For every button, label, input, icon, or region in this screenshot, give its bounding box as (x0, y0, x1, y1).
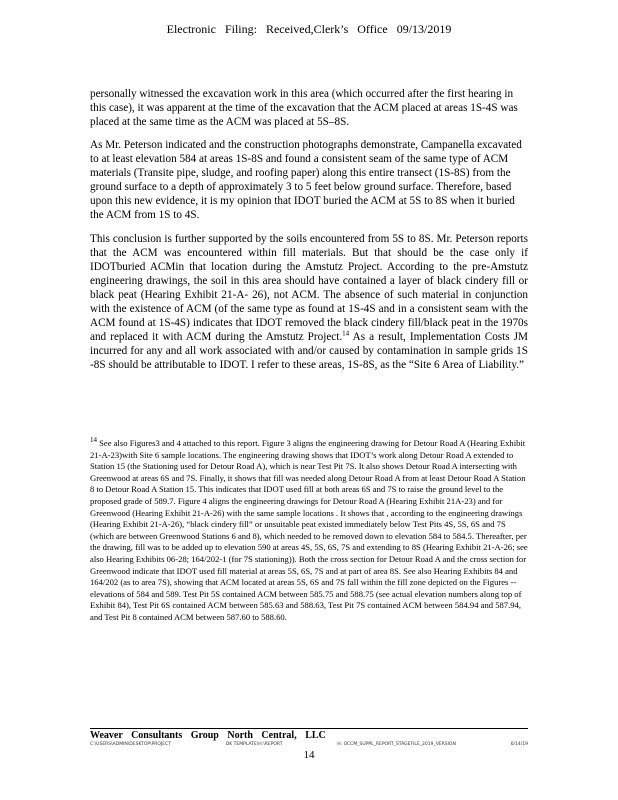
paragraph-1 (90, 87, 528, 136)
footer-path-mid2: H: OCCM_SUPPL_REPORT_STAGEFILE_2019_VERSION (337, 742, 456, 747)
footer-date: 6/14/19 (510, 742, 528, 747)
footer-path-left: C:\USERS\ADMIN\DESKTOP\PROJECT (90, 742, 172, 747)
paragraph-3-text (90, 232, 528, 372)
footnote (90, 438, 528, 624)
page-number: 14 (303, 749, 315, 761)
paragraph-2-text: As Mr. Peterson indicated and the construction photographs demonstrate, Campanella excavated to at least elevation 584 at areas 1S-8S and found a consistent seam of the same type of ACM materials (Transite pipe, sludge, and roofing paper) along this entire transect (1S-8S) from the ground surface to a depth of approximately 3 to 5 feet below ground surface. Therefore, based upon this new evidence, it is my opinion that IDOT buried the ACM at 5S to 8S when it buried the ACM from 1S to 4S. (90, 139, 522, 221)
paragraph-3-end: As a result, Implementation Costs JM incurred for any and all work associated with and/or caused by contamination in sample grids 1S -8S should be attributable to IDOT. I refer to these areas, 1S-8S, as the “Site 6 Area of Liability.” (90, 331, 528, 371)
footer-company: Weaver Consultants Group North Central, LLC (90, 730, 326, 741)
filing-header: Electronic Filing: Received,Clerk’s Office 09/13/2019 (166, 22, 452, 36)
footnote-marker: 14 (90, 436, 97, 445)
footnote-text: See also Figures3 and 4 attached to this report. Figure 3 aligns the engineering drawing for Detour Road A (Hearing Exhibit 21-A-23)with Site 6 sample locations. The engineering drawing shows that IDOT’s work along Detour Road A extended to Station 15 (the Stationing used for Detour Road A), which is near Test Pit 7S. It also shows Detour Road A intersecting with Greenwood at areas 6S and 7S. Finally, it shows that fill was needed along Detour Road A from at least Detour Road A Station 8 to Detour Road A Station 15. This indicates that IDOT used fill at both areas 6S and 7S to raise the ground level to the proposed grade of 589.7. Figure 4 aligns the engineering drawings for Detour Road A (Hearing Exhibit 21A-23) and for Greenwood (Hearing Exhibit 21-A-26) with the same sample locations . It shows that , according to the engineering drawings (Hearing Exhibit 21-A-26), “black cindery fill” or unsuitable peat existed immediately below Test Pits 4S, 5S, 6S and 7S (which are between Greenwood Stations 6 and 8), which needed to be removed down to elevation 584 to 584.5. Thereafter, per the drawing, fill was to be added up to elevation 590 at areas 4S, 5S, 6S, 7S and extending to 8S (Hearing Exhibit 21-A-26; see also Hearing Exhibits 06-28; 164/202-1 (for 7S stationing)). Both the cross section for Detour Road A and the cross section for Greenwood indicate that IDOT used fill material at areas 5S, 6S, 7S and at part of area 8S. See also Hearing Exhibits 84 and 164/202 (as to area 7S), showing that ACM located at areas 5S, 6S and 7S fall within the fill zone depicted on the Figures -- elevations of 584 and 589. Test Pit 5S contained ACM between 585.75 and 588.75 (see actual elevation numbers along top of Exhibit 84), Test Pit 6S contained ACM between 585.63 and 588.63, Test Pit 7S contained ACM between 584.94 and 587.94, and Test Pit 8 contained ACM between 587.60 to 588.60. (90, 438, 528, 622)
paragraph-1-text: personally witnessed the excavation work in this area (which occurred after the first hearing in this case), it was apparent at the time of the excavation that the ACM placed at areas 1S-4S was placed at the same time as the ACM was placed at 5S–8S. (90, 88, 518, 128)
footer-divider (90, 728, 528, 729)
footer-path-mid1: DK TEMPLATE\H:\REPORT (225, 742, 283, 747)
paragraph-3-main: This conclusion is further supported by the soils encountered from 5S to 8S. Mr. Peterson reports that the ACM was encountered within fill materials. But that should be the case only if IDOTburied ACMin that location during the Amstutz Project. According to the pre-Amstutz engineering drawings, the soil in this area should have contained a layer of black cindery fill or black peat (Hearing Exhibit 21-A- 26), not ACM. The absence of such material in conjunction with the existence of ACM (of the same type as found at 1S-4S and in a consistent seam with the ACM found at 1S-4S) indicates that IDOT removed the black cindery fill/black peat in the 1970s and replaced it with ACM during the Amstutz Project. (90, 233, 528, 343)
paragraph-2 (90, 138, 528, 229)
footnote-reference[interactable]: 14 (342, 329, 350, 338)
paragraph-3 (90, 232, 528, 379)
footer-file-path (90, 742, 528, 747)
